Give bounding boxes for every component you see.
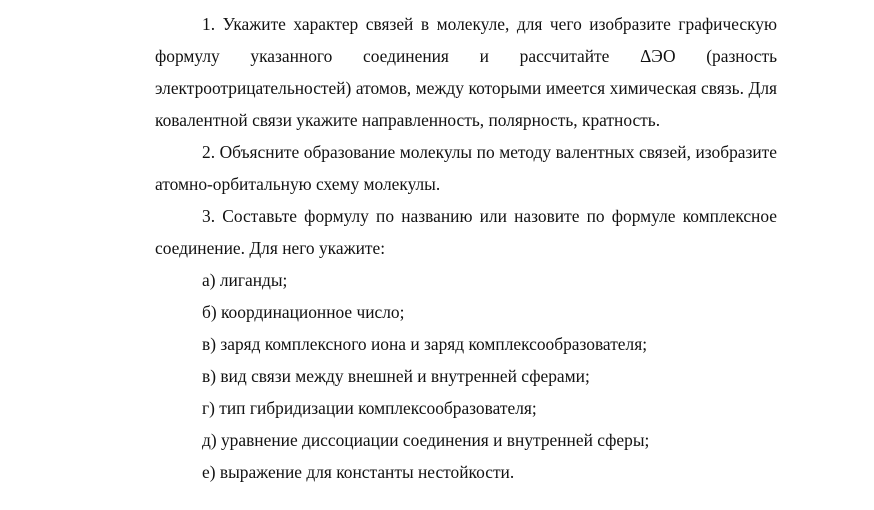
list-item-v1: в) заряд комплексного иона и заряд комплексообразователя; [202,334,648,354]
paragraph-3: 3. Составьте формулу по названию или назовите по формуле комплексное соединение. Для него укажите: [155,206,777,258]
list-item-g: г) тип гибридизации комплексообразователя; [202,398,537,418]
list-item-v2: в) вид связи между внешней и внутренней сферами; [202,366,590,386]
top-spacing [155,0,777,8]
document-page [155,0,777,488]
list-item-a: а) лиганды; [202,270,288,290]
list-item-d: д) уравнение диссоциации соединения и внутренней сферы; [202,430,650,450]
list-item-b: б) координационное число; [202,302,405,322]
paragraph-1: 1. Укажите характер связей в молекуле, для чего изобразите графическую формулу указанного соединения и рассчитайте ΔЭО (разность электроотрицательностей) атомов, между которыми имеется химическая связь. Для ковалентной связи укажите направленность, полярность, кратность. [155,14,777,130]
list-item-e: е) выражение для константы нестойкости. [202,462,515,482]
paragraph-2: 2. Объясните образование молекулы по методу валентных связей, изобразите атомно-орбитальную схему молекулы. [155,142,777,194]
